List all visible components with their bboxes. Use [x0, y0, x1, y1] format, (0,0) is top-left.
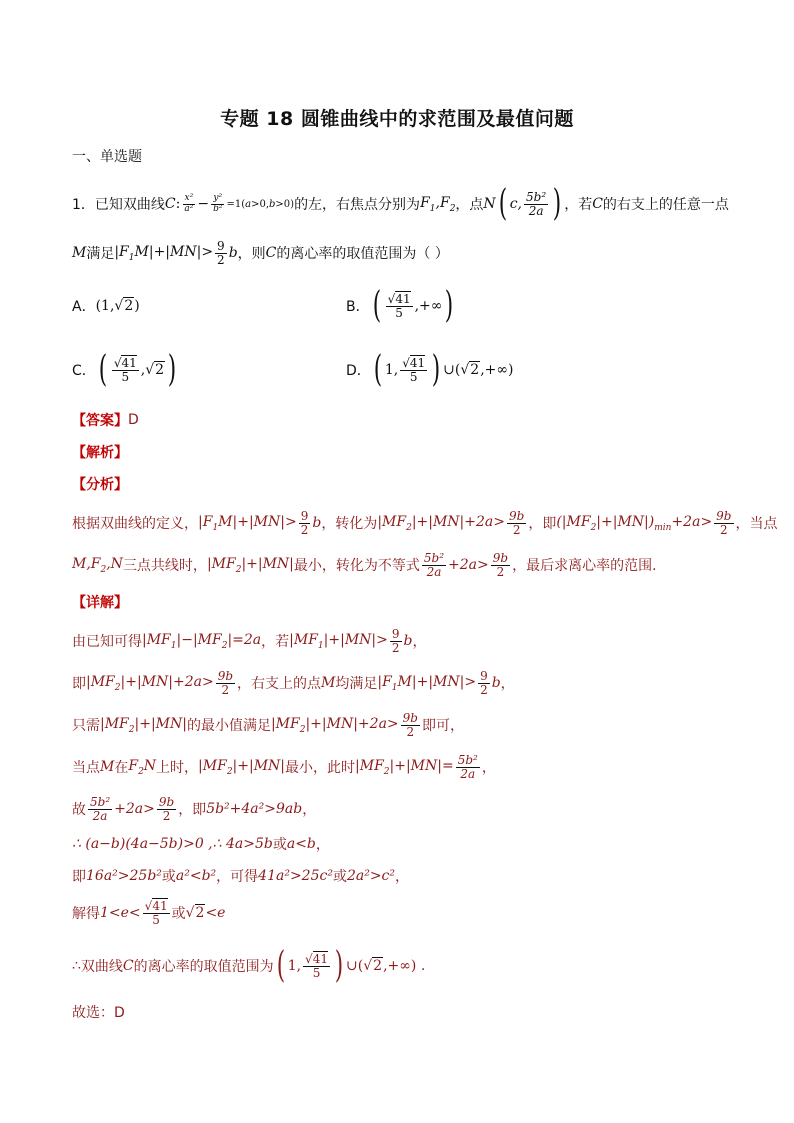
page-title: 专题 18 圆锥曲线中的求范围及最值问题 [220, 108, 574, 130]
fenxi-line2: $M,F_2,N$ 三点共线时， $|MF_2|+|MN|$ 最小，转化为不等式 $\frac{\text{5b²}}{2a}$ +2a> $\frac{9b}{2}$ ，最后求离心率的范围. [72, 551, 657, 579]
question-stem-line2: M 满足 $|F_1M|+|MN|>$ $\frac{9}{2}$ b ，则 C 的离心率的取值范围为（ ） [72, 239, 449, 267]
detail-line8: 解得 1<e< $\frac{√41}{5}$ 或 √2 <e [72, 899, 226, 927]
option-d[interactable]: D． ( 1, $\frac{√41}{5}$ ) ∪( √2 ,+∞) [346, 349, 514, 390]
formula-hyperbola: C [164, 196, 176, 212]
detail-line2: 即 $|MF_2|+|MN|+2a>$ $\frac{9b}{2}$ ，右支上的点 M 均满足 $|F_1M|+|MN|>$ $\frac{9}{2}$ b ， [72, 669, 515, 697]
detail-line1: 由已知可得 $|MF_1|-|MF_2|=2a$ ，若 $|MF_1|+|MN|>$ $\frac{9}{2}$ b ， [72, 627, 427, 655]
detail-line4: 当点 M 在 $F_2N$ 上时， $|MF_2|+|MN|$ 最小，此时 $|MF_2|+|MN|=$ $\frac{\text{5b²}}{2a}$ ， [72, 753, 496, 781]
detail-line9: ∴ 双曲线 C 的离心率的取值范围为 ( 1, $\frac{√41}{5}$ ) ∪( √2 ,+∞) . [72, 945, 426, 986]
section-heading: 一、单选题 [72, 149, 142, 165]
fenxi-line1: 根据双曲线的定义， $|F_1M|+|MN|>$ $\frac{9}{2}$ b ，转化为 $|MF_2|+|MN|+2a>$ $\frac{9b}{2}$ ，即 $(|MF_2|+|MN|)_{min}+2a>$ $\frac{9b}{2}$ ，当点 [72, 509, 778, 537]
question-number: 1． [72, 197, 95, 213]
detail-tag: 【详解】 [72, 595, 128, 611]
analysis-tag: 【解析】 [72, 445, 128, 461]
question-stem-line1: 1． 已知双曲线 C : $\frac{\text{x²}}{\text{a²}}$ − $\frac{\text{y²}}{\text{b²}}$ =1(a>0,b>0) 的左，右焦点分别为 $F_1,F_2$ ，点 N ( c, $\frac{\text{5b²}}{2a}$ ) ，若 C 的右支上的任意一点 [72, 183, 729, 224]
option-c[interactable]: C． ( $\frac{√41}{5}$ , √2 ) [72, 349, 177, 390]
fenxi-tag: 【分析】 [72, 477, 128, 493]
detail-line6: ∴ (a−b)(4a−5b)>0 ,∴ 4a>5b 或 a<b ， [72, 836, 330, 853]
detail-line10: 故选：D [72, 1005, 125, 1021]
answer-value: D [128, 412, 139, 428]
option-b[interactable]: B． ( $\frac{√41}{5}$ ,+∞ ) [346, 285, 454, 326]
option-a[interactable]: A． (1, √2 ) [72, 298, 140, 315]
detail-line3: 只需 $|MF_2|+|MN|$ 的最小值满足 $|MF_2|+|MN|+2a>$ $\frac{9b}{2}$ 即可， [72, 711, 464, 739]
answer-line: 【答案】 D [72, 412, 139, 429]
detail-line5: 故 $\frac{\text{5b²}}{2a}$ +2a> $\frac{9b}{2}$ ，即 5b²+4a²>9ab ， [72, 795, 317, 823]
detail-line7: 即 16a²>25b² 或 a²<b² ，可得 41a²>25c² 或 2a²>c² ， [72, 868, 410, 885]
